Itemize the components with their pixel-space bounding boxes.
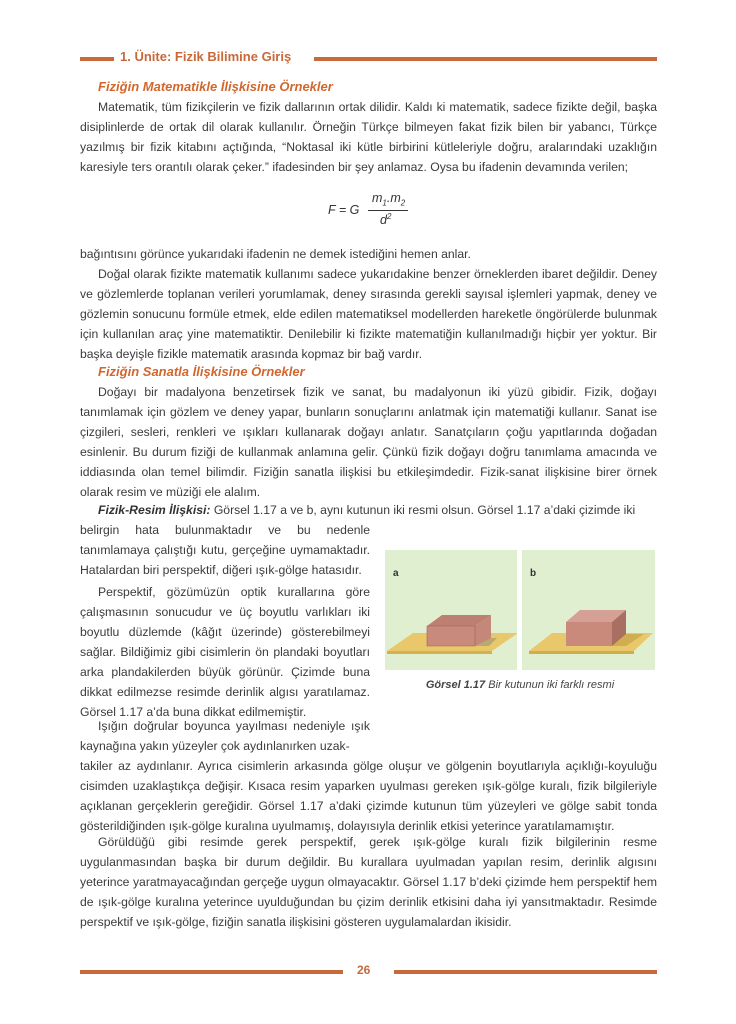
footer-rule-left: [80, 970, 343, 974]
paragraph-7-wide: [80, 756, 657, 836]
formula-sub2: 2: [400, 198, 406, 208]
footer-rule-right: [394, 970, 657, 974]
formula-exp: 2: [386, 212, 392, 221]
paragraph-8-text: Görüldüğü gibi resimde gerek perspektif, gerek ışık-gölge kuralı fizik bilgilerinin resme uygulanmasından başka bir durum değildir. Bu kurallara uyulmadan yapılan resim, derinlik algısını yeterince yaratmayacağından gerçeğe uygun olmayacaktır. Görsel 1.17 b’deki çizimde hem perspektif hem de ışık-gölge kuralına yeterince uyulduğundan bu çizim derinlik etkisini daha iyi yansıtmaktadır. Resimde perspektif ve ışık-gölge, fiziğin sanatla ilişkisini gösteren uygulamalardan ikisidir.: [80, 835, 657, 929]
paragraph-2-text: bağıntısını görünce yukarıdaki ifadenin ne demek istediğini hemen anlar.: [80, 247, 471, 261]
paragraph-6: [80, 582, 370, 722]
paragraph-5-rest: [80, 520, 370, 580]
paragraph-7-wide-text: takiler az aydınlanır. Ayrıca cisimlerin arkasında gölge oluşur ve gölgenin boyutlarıyla açıklığı-koyuluğu cisimden uzaklaştıkça değişir. Kısaca resim yaparken uyulması gereken ışık-gölge kuralı, fizik bilgileriyle açıklanan gerçeklerin gereğidir. Görsel 1.17 a’daki çizimde kutunun tüm yüzeyleri ve gölge sabit tonda gösterildiğinden ışık-gölge kuralına uyulmamış, dolayısıyla derinlik etkisi yeterince yaratılamamıştır.: [80, 759, 657, 833]
formula-numerator: [372, 191, 405, 208]
header-rule-left: [80, 57, 114, 61]
figure-panel-b: [522, 550, 655, 670]
formula-dot: .: [386, 191, 391, 205]
page-number: 26: [357, 963, 371, 977]
formula-d: d: [380, 213, 387, 228]
unit-title: 1. Ünite: Fizik Bilimine Giriş: [120, 49, 292, 64]
formula-sub1: 1: [382, 198, 387, 208]
paragraph-5-first-line: [80, 500, 657, 520]
formula-denominator: [380, 212, 391, 227]
gravitation-formula: [328, 191, 438, 237]
paragraph-4: [80, 382, 657, 502]
section-title-art: Fiziğin Sanatla İlişkisine Örnekler: [98, 364, 305, 379]
formula-m1: m: [372, 191, 383, 205]
figure-caption-text: Bir kutunun iki farklı resmi: [485, 679, 615, 691]
paragraph-5-first-text: Görsel 1.17 a ve b, aynı kutunun iki resmi olsun. Görsel 1.17 a’daki çizimde iki: [210, 503, 636, 517]
panel-b-label: b: [530, 568, 537, 579]
paragraph-1: [80, 97, 657, 177]
paragraph-4-text: Doğayı bir madalyona benzetirsek fizik ve sanat, bu madalyonun iki yüzü gibidir. Fizik, doğayı tanımlamak için gözlem ve deney yapar, bunların sonuçlarını anlatmak için matematiği kullanır. Sanat ise çizgileri, sesleri, renkleri ve ışıkları kullanarak doğayı anlatır. Sanatçıların çoğu yapıtlarında doğadan esinlenir. Bu durum fiziği de kullanmak anlamına gelir. Çünkü fizik doğayı doğru tanımlama amacında ve iddiasında olan temel bilimdir. Fiziğin sanatla ilişkisi bu etkileşimdedir. Fizik-sanat ilişkisine birer örnek olarak resim ve müziği ele alalım.: [80, 385, 657, 499]
fraction-bar: [368, 210, 408, 211]
paragraph-6-text: Perspektif, gözümüzün optik kurallarına göre çalışmasının sonucudur ve üç boyutlu varlıkları iki boyutlu düzlemde (kâğıt üzerinde) gösterebilmeyi sağlar. Bildiğimiz gibi cisimlerin ön plandaki boyutları arka plandakilerden büyük görünür. Çizimde buna dikkat edilmezse resimde derinlik algısı yaratılamaz. Görsel 1.17 a’da buna dikkat edilmemiştir.: [80, 585, 370, 719]
paragraph-3: [80, 264, 657, 364]
paragraph-2: [80, 244, 657, 264]
box-drawing-b-icon: [522, 550, 655, 670]
figure-caption-label: Görsel 1.17: [425, 679, 486, 691]
paragraph-8: [80, 832, 657, 932]
formula-m2: m: [390, 191, 401, 205]
paragraph-7-narrow-text: Işığın doğrular boyunca yayılması nedeniyle ışık kaynağına yakın yüzeyler çok aydınlanırken uzak-: [80, 719, 370, 753]
header-rule-right: [314, 57, 657, 61]
paragraph-7-narrow: [80, 716, 370, 756]
formula-lhs: F = G: [328, 203, 360, 217]
panel-a-label: a: [393, 568, 399, 579]
box-drawing-a-icon: [385, 550, 517, 670]
figure-panel-a: [385, 550, 517, 670]
figure-caption: [385, 679, 655, 691]
section-title-math: Fiziğin Matematikle İlişkisine Örnekler: [98, 79, 333, 94]
paragraph-5-rest-text: belirgin hata bulunmaktadır ve bu nedenle tanımlamaya çalıştığı kutu, gerçeğine uymamaktadır. Hatalardan biri perspektif, diğeri ışık-gölge hatasıdır.: [80, 523, 370, 577]
paragraph-3-text: Doğal olarak fizikte matematik kullanımı sadece yukarıdakine benzer örneklerden ibaret değildir. Deney ve gözlemlerde toplanan verileri yorumlamak, deney sırasında gerekli sayısal işlemleri yapmak, deney ve gözlemin sonucunu formüle etmek, elde edilen matematiksel modellerden hareketle öngörülerde bulunmak için kullanılan araç yine matematiktir. Denilebilir ki fizikte matematiğin kullanılmadığı hiçbir yer yoktur. Bir başka deyişle fizikle matematik arasında kopmaz bir bağ vardır.: [80, 267, 657, 361]
paragraph-1-text: Matematik, tüm fizikçilerin ve fizik dallarının ortak dilidir. Kaldı ki matematik, sadece fizikte değil, başka disiplinlerde de ortak dil olarak kullanılır. Örneğin Türkçe bilmeyen fakat fizik bilen bir yabancı, Türkçe yazılmış bir fizik kitabını açtığında, “Noktasal iki kütle birbirini kütleleriyle doğru, aralarındaki uzaklığın karesiyle ters orantılı olarak çeker.” ifadesinden bir şey anlamaz. Oysa bu ifadenin devamında verilen;: [80, 100, 657, 174]
paragraph-5-line: [80, 500, 657, 520]
fizik-resim-label: Fizik-Resim İlişkisi:: [98, 503, 211, 517]
